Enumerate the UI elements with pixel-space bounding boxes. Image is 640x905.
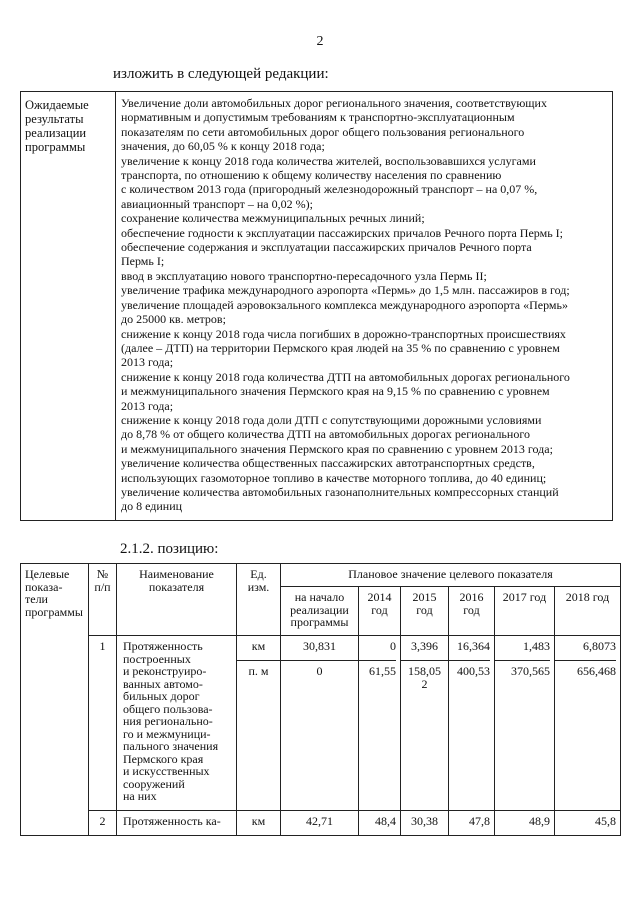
indicator-name-line: ванных автомо- — [123, 676, 203, 691]
table-row — [21, 636, 621, 811]
value-km: 30,831 — [303, 639, 336, 653]
result-line: сохранение количества межмуниципальных речных линий; — [121, 211, 425, 226]
result-line: Пермь I; — [121, 254, 165, 269]
indicator-name-line: пального значения — [123, 739, 219, 753]
indicator-name-line: го и межмуници- — [123, 726, 211, 741]
indicator-name-line: на них — [123, 789, 157, 803]
value-pm: 0 — [281, 660, 358, 684]
col-header-unit: Ед. изм. — [237, 564, 281, 636]
col-header-2014: 2014 год — [359, 587, 401, 636]
value-pm: 61,55 — [359, 660, 396, 684]
value-km: 3,396 — [411, 639, 438, 653]
indicator-name-line: общего пользова- — [123, 701, 213, 716]
result-line: ввод в эксплуатацию нового транспортно-пересадочного узла Пермь II; — [121, 268, 487, 283]
row-number: 2 — [89, 811, 117, 836]
value-2015: 30,38 — [401, 811, 449, 836]
result-line: обеспечение годности к эксплуатации пассажирских причалов Речного порта Пермь I; — [121, 225, 564, 240]
value-start: 42,71 — [281, 811, 359, 836]
row-units — [237, 636, 281, 811]
result-line: нормативным и допустимым требованиям к транспортно-эксплуатационным — [121, 110, 515, 125]
value-start — [281, 636, 359, 811]
indicator-name-line: построенных — [123, 651, 191, 666]
result-line: транспорта, по отношению к общему количеству населения по сравнению — [121, 168, 502, 183]
unit-km: км — [251, 639, 266, 653]
targets-table — [20, 563, 621, 836]
col-header-2016: 2016 год — [449, 587, 495, 636]
value-2016 — [449, 636, 495, 811]
value-2015 — [401, 636, 449, 811]
result-line: снижение к концу 2018 года числа погибших в дорожно-транспортных происшествиях — [121, 326, 566, 341]
result-line: значения, до 60,05 % к концу 2018 года; — [121, 139, 325, 154]
result-line: снижение к концу 2018 года количества ДТП на автомобильных дорогах регионального — [121, 369, 570, 384]
value-km: 1,483 — [523, 639, 550, 653]
result-line: до 25000 кв. метров; — [121, 312, 226, 327]
unit-km: км — [237, 811, 281, 836]
result-line: снижение к концу 2018 года доли ДТП с сопутствующими дорожными условиями — [121, 412, 542, 427]
value-pm: 158,05 2 — [401, 660, 448, 690]
value-2017 — [495, 636, 555, 811]
indicator-name-line: и реконструиро- — [123, 664, 207, 678]
result-line: использующих газомоторное топливо в качестве моторного топлива, до 40 единиц; — [121, 470, 547, 485]
col-header-plan: Плановое значение целевого показателя — [281, 564, 621, 587]
expected-results-text — [116, 92, 613, 521]
result-line: 2013 года; — [121, 398, 174, 413]
result-line: до 8,78 % от общего количества ДТП на автомобильных дорогах регионального — [121, 427, 530, 442]
result-line: до 8 единиц — [121, 499, 183, 514]
value-km: 6,8073 — [583, 639, 616, 653]
expected-results-label: Ожидаемые результаты реализации программы — [21, 92, 116, 521]
indicator-name — [117, 636, 237, 811]
page-number: 2 — [316, 34, 324, 49]
result-line: (далее – ДТП) на территории Пермского края людей на 35 % по сравнению с уровнем — [121, 340, 560, 355]
indicator-name-line: сооружений — [123, 776, 185, 791]
result-line: увеличение трафика международного аэропорта «Пермь» до 1,5 млн. пассажиров в год; — [121, 283, 570, 298]
result-line: увеличение количества общественных пассажирских автотранспортных средств, — [121, 456, 535, 471]
value-2018 — [555, 636, 621, 811]
result-line: и межмуниципального значения Пермского края на 9,15 % по сравнению с уровнем — [121, 384, 550, 399]
indicator-name-line: Протяженность — [123, 639, 203, 653]
value-pm: 656,468 — [555, 660, 616, 684]
value-2016: 47,8 — [449, 811, 495, 836]
result-line: увеличение количества автомобильных газонаполнительных компрессорных станций — [121, 484, 559, 499]
table-row — [21, 811, 621, 836]
result-line: 2013 года; — [121, 355, 174, 370]
result-line: Увеличение доли автомобильных дорог регионального значения, соответствующих — [121, 96, 547, 110]
result-line: авиационный транспорт – на 0,02 %); — [121, 196, 313, 211]
col-header-2017: 2017 год — [495, 587, 555, 636]
indicator-name-line: и искусственных — [123, 764, 210, 778]
result-line: увеличение площадей аэровокзального комплекса международного аэропорта «Пермь» — [121, 297, 568, 312]
indicator-name-line: ния регионально- — [123, 714, 213, 728]
indicator-name: Протяженность ка- — [117, 811, 237, 836]
result-line: и межмуниципального значения Пермского края по сравнению с уровнем 2013 года; — [121, 441, 553, 456]
value-km: 16,364 — [457, 639, 490, 653]
indicator-name-line: бильных дорог — [123, 689, 200, 703]
unit-pm: п. м — [237, 660, 280, 684]
expected-results-table — [20, 91, 613, 521]
value-pm: 370,565 — [495, 660, 550, 684]
section-heading: 2.1.2. позицию: — [120, 541, 219, 557]
result-line: показателям по сети автомобильных дорог общего пользования регионального — [121, 124, 525, 139]
col-header-no: № п/п — [89, 564, 117, 636]
col-header-name: Наименование показателя — [117, 564, 237, 636]
indicator-name-line: Пермского края — [123, 751, 204, 766]
result-line: с количеством 2013 года (пригородный железнодорожный транспорт – на 0,07 %, — [121, 182, 538, 197]
row-number: 1 — [89, 636, 117, 811]
value-2017: 48,9 — [495, 811, 555, 836]
col-header-2018: 2018 год — [555, 587, 621, 636]
result-line: обеспечение содержания и эксплуатации пассажирских причалов Речного порта — [121, 240, 532, 255]
value-2018: 45,8 — [555, 811, 621, 836]
value-2014: 48,4 — [359, 811, 401, 836]
value-km: 0 — [390, 639, 396, 653]
col-header-start: на начало реализации программы — [281, 587, 359, 636]
col-header-2015: 2015 год — [401, 587, 449, 636]
goal-label: Целевые показа- тели программы — [21, 564, 89, 836]
value-2014 — [359, 636, 401, 811]
result-line: увеличение к концу 2018 года количества жителей, воспользовавшихся услугами — [121, 153, 536, 168]
value-pm: 400,53 — [449, 660, 490, 684]
intro-heading: изложить в следующей редакции: — [113, 66, 329, 82]
